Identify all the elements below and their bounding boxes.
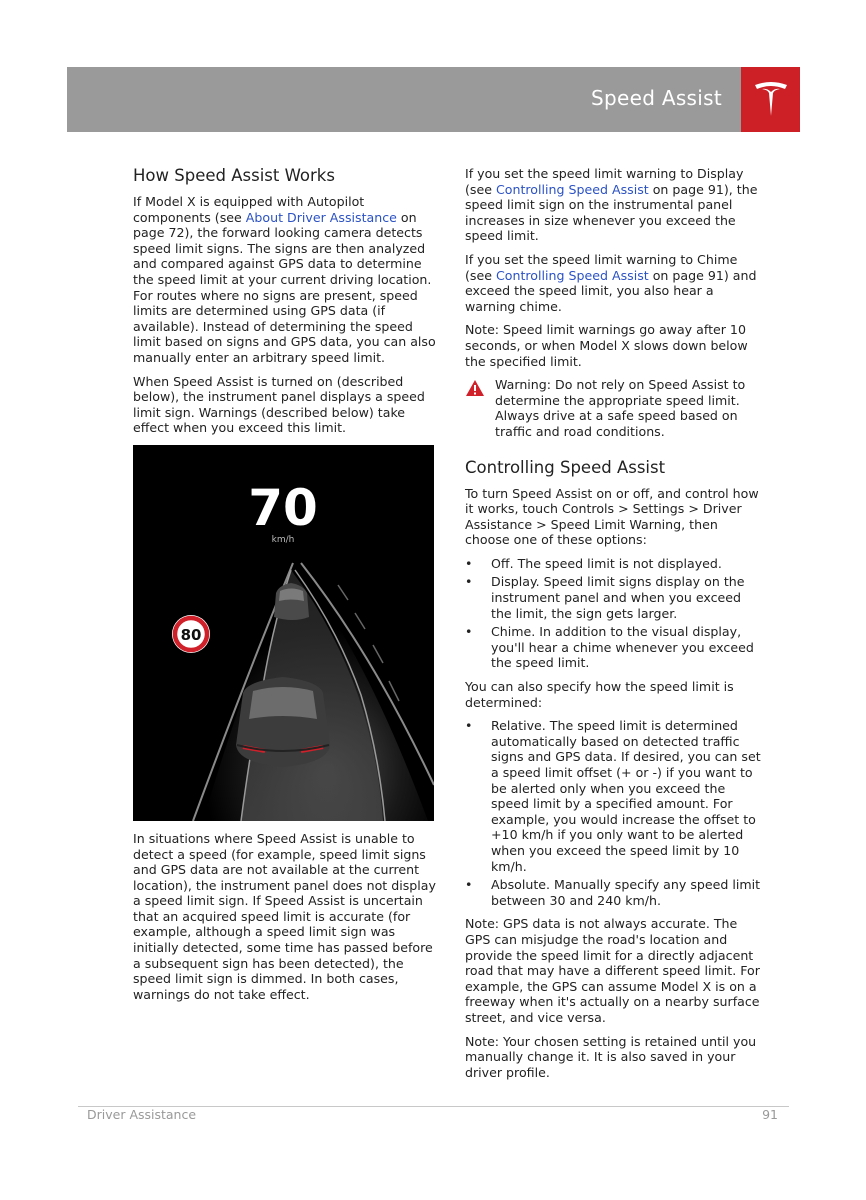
text: If you set the speed limit warning to Display (see bbox=[465, 166, 744, 197]
text: on page 91) and exceed the speed limit, you also hear a warning chime. bbox=[465, 267, 757, 314]
options-list bbox=[465, 556, 765, 671]
speed-readout: 70 bbox=[248, 478, 318, 537]
list-item-text: Off. The speed limit is not displayed. bbox=[491, 555, 722, 571]
list-item-text: Relative. The speed limit is determined automatically based on detected traffic signs and GPS data. If desired, you can set a speed limit offset (+ or -) if you want to be alerted only when you exceed the speed limit by a specified amount. For example, you would increase the offset to +10 km/h if you only want to be alerted when you exceed the speed limit by 10 km/h. bbox=[491, 718, 761, 874]
list-item-text: Chime. In addition to the visual display, you'll hear a chime whenever you exceed the speed limit. bbox=[491, 624, 754, 671]
list-item-text: Absolute. Manually specify any speed limit between 30 and 240 km/h. bbox=[491, 877, 761, 908]
paragraph bbox=[133, 194, 436, 366]
note: Note: Your chosen setting is retained until you manually change it. It is also saved in your driver profile. bbox=[465, 1033, 757, 1080]
paragraph: To turn Speed Assist on or off, and control how it works, touch Controls > Settings > Driver Assistance > Speed Limit Warning, then choose one of these options: bbox=[465, 485, 759, 548]
warning-text: Warning: Do not rely on Speed Assist to determine the appropriate speed limit. Always drive at a safe speed based on traffic and road conditions. bbox=[495, 377, 746, 439]
left-column bbox=[133, 166, 436, 1010]
paragraph bbox=[465, 166, 765, 244]
footer-section: Driver Assistance bbox=[87, 1107, 197, 1122]
section-heading-controlling: Controlling Speed Assist bbox=[465, 457, 666, 477]
paragraph bbox=[465, 252, 765, 314]
link-about-driver-assistance[interactable]: About Driver Assistance bbox=[245, 209, 397, 225]
instrument-panel-illustration bbox=[133, 445, 434, 821]
section-heading-how-it-works: How Speed Assist Works bbox=[133, 166, 335, 185]
tesla-logo-icon bbox=[754, 80, 788, 120]
warning-icon bbox=[465, 379, 485, 397]
tesla-logo bbox=[741, 67, 800, 132]
paragraph: When Speed Assist is turned on (described below), the instrument panel displays a speed limit sign. Warnings (described below) take effect when you exceed this limit. bbox=[133, 373, 425, 436]
note: Note: GPS data is not always accurate. The GPS can misjudge the road's location and provide the speed limit for a directly adjacent road that may have a different speed limit. For example, the GPS can assume Model X is on a freeway when it's actually on a nearby surface street, and vice versa. bbox=[465, 916, 760, 1025]
page-header bbox=[67, 67, 800, 132]
instrument-panel-image bbox=[133, 445, 434, 821]
list-item: • Absolute. Manually specify any speed limit between 30 and 240 km/h. bbox=[465, 877, 761, 908]
list-item-text: Display. Speed limit signs display on the instrument panel and when you exceed the limit, the sign gets larger. bbox=[491, 574, 745, 621]
paragraph: You can also specify how the speed limit is determined: bbox=[465, 679, 734, 710]
speed-limit-sign bbox=[172, 615, 210, 653]
list-item: • Off. The speed limit is not displayed. bbox=[465, 555, 722, 571]
text: If Model X is equipped with Autopilot components (see bbox=[133, 194, 365, 225]
speed-unit: km/h bbox=[271, 534, 295, 545]
link-controlling-speed-assist[interactable]: Controlling Speed Assist bbox=[495, 267, 649, 283]
own-car bbox=[236, 677, 330, 767]
text: on page 91), the speed limit sign on the instrumental panel increases in size whenever you exceed the speed limit. bbox=[465, 181, 758, 244]
list-item: • Relative. The speed limit is determined automatically based on detected traffic signs and GPS data. If desired, you can set a speed limit offset (+ or -) if you want to be alerted only when you exceed the speed limit by a specified amount. For example, you would increase the offset to +10 km/h if you only want to be alerted when you exceed the speed limit by 10 km/h. bbox=[465, 718, 761, 874]
modes-list bbox=[465, 718, 765, 908]
right-column bbox=[465, 166, 765, 1088]
page-number: 91 bbox=[762, 1107, 778, 1122]
warning-block bbox=[465, 377, 765, 439]
paragraph: In situations where Speed Assist is unable to detect a speed (for example, speed limit signs and GPS data are not available at the current location), the instrument panel does not display a speed limit sign. If Speed Assist is uncertain that an acquired speed limit is accurate (for example, although a speed limit sign was initially detected, some time has passed before a subsequent sign has been detected), the speed limit sign is dimmed. In both cases, warnings do not take effect. bbox=[133, 830, 436, 1002]
text: on page 72), the forward looking camera detects speed limit signs. The signs are then analyzed and compared against GPS data to determine the speed limit at your current driving location. For routes where no signs are present, speed limits are determined using GPS data (if available). Instead of determining the speed limit based on signs and GPS data, you can also manually enter an arbitrary speed limit. bbox=[133, 209, 436, 365]
list-item: • Chime. In addition to the visual display, you'll hear a chime whenever you exceed the speed limit. bbox=[465, 624, 754, 671]
page-title: Speed Assist bbox=[591, 86, 722, 110]
note: Note: Speed limit warnings go away after 10 seconds, or when Model X slows down below the specified limit. bbox=[465, 322, 748, 369]
list-item: • Display. Speed limit signs display on the instrument panel and when you exceed the limit, the sign gets larger. bbox=[465, 574, 745, 621]
link-controlling-speed-assist[interactable]: Controlling Speed Assist bbox=[495, 181, 649, 197]
speed-limit-value: 80 bbox=[180, 625, 202, 644]
text: If you set the speed limit warning to Chime (see bbox=[465, 251, 738, 283]
